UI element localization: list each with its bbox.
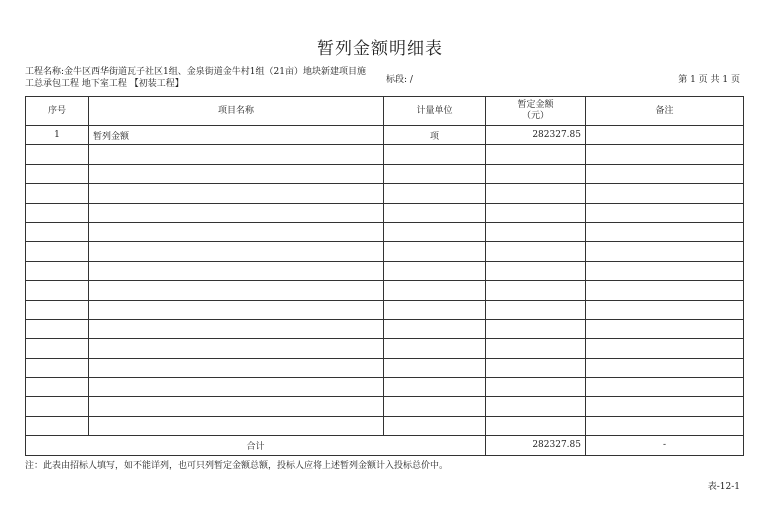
- cell-seq: 1: [26, 126, 89, 145]
- empty-cell: [486, 416, 586, 435]
- empty-cell: [586, 397, 744, 416]
- empty-cell: [586, 358, 744, 377]
- empty-cell: [586, 319, 744, 338]
- empty-cell: [486, 339, 586, 358]
- empty-cell: [26, 358, 89, 377]
- page-info: 第 1 页 共 1 页: [678, 75, 740, 85]
- empty-cell: [26, 145, 89, 164]
- empty-row: [26, 378, 744, 397]
- empty-cell: [89, 261, 384, 280]
- empty-cell: [26, 281, 89, 300]
- empty-cell: [586, 300, 744, 319]
- empty-row: [26, 339, 744, 358]
- empty-cell: [384, 203, 486, 222]
- header-seq: 序号: [26, 97, 89, 126]
- empty-cell: [384, 145, 486, 164]
- empty-cell: [586, 145, 744, 164]
- empty-cell: [384, 416, 486, 435]
- section-label: 标段: /: [386, 75, 413, 85]
- empty-cell: [486, 397, 586, 416]
- empty-cell: [384, 164, 486, 183]
- total-amount: 282327.85: [486, 436, 586, 455]
- empty-cell: [486, 184, 586, 203]
- empty-row: [26, 397, 744, 416]
- empty-row: [26, 358, 744, 377]
- header-amount: 暂定金额 （元）: [486, 97, 586, 126]
- table-number: 表-12-1: [707, 482, 740, 492]
- empty-cell: [586, 281, 744, 300]
- empty-cell: [89, 203, 384, 222]
- empty-cell: [26, 261, 89, 280]
- empty-cell: [89, 242, 384, 261]
- detail-table: [25, 96, 744, 456]
- empty-cell: [26, 222, 89, 241]
- empty-cell: [26, 319, 89, 338]
- empty-row: [26, 145, 744, 164]
- empty-cell: [89, 184, 384, 203]
- empty-cell: [384, 319, 486, 338]
- empty-cell: [486, 378, 586, 397]
- empty-cell: [586, 164, 744, 183]
- header-remark: 备注: [586, 97, 744, 126]
- empty-cell: [586, 242, 744, 261]
- project-name-line2: 工总承包工程 地下室工程 【初装工程】: [25, 79, 184, 89]
- empty-cell: [586, 339, 744, 358]
- cell-remark: [586, 126, 744, 145]
- empty-row: [26, 281, 744, 300]
- empty-row: [26, 164, 744, 183]
- empty-cell: [89, 319, 384, 338]
- table-row: [26, 126, 744, 145]
- empty-cell: [89, 300, 384, 319]
- footnote: 注：此表由招标人填写，如不能详列，也可只列暂定金额总额，投标人应将上述暂列金额计入投标总价中。: [25, 461, 449, 471]
- empty-cell: [384, 242, 486, 261]
- empty-cell: [89, 416, 384, 435]
- empty-cell: [89, 222, 384, 241]
- empty-row: [26, 300, 744, 319]
- empty-row: [26, 184, 744, 203]
- empty-cell: [586, 203, 744, 222]
- empty-cell: [486, 145, 586, 164]
- empty-cell: [486, 319, 586, 338]
- empty-cell: [486, 203, 586, 222]
- empty-cell: [384, 222, 486, 241]
- empty-cell: [486, 261, 586, 280]
- total-label: 合计: [26, 436, 486, 455]
- cell-name: 暂列金额: [89, 126, 384, 145]
- empty-cell: [89, 378, 384, 397]
- total-row: [26, 436, 744, 455]
- empty-cell: [384, 339, 486, 358]
- empty-cell: [89, 164, 384, 183]
- empty-cell: [89, 145, 384, 164]
- empty-cell: [384, 397, 486, 416]
- project-label: 工程名称:: [25, 67, 65, 77]
- project-name-line1: 金牛区西华街道瓦子社区1组、金泉街道金牛村1组（21亩）地块新建项目施: [64, 67, 366, 77]
- empty-cell: [586, 261, 744, 280]
- total-remark: -: [586, 436, 744, 455]
- cell-amount: 282327.85: [486, 126, 586, 145]
- empty-cell: [384, 300, 486, 319]
- empty-cell: [586, 222, 744, 241]
- empty-cell: [586, 184, 744, 203]
- empty-cell: [26, 164, 89, 183]
- cell-unit: 项: [384, 126, 486, 145]
- empty-cell: [26, 203, 89, 222]
- empty-cell: [486, 300, 586, 319]
- empty-cell: [89, 358, 384, 377]
- empty-cell: [89, 397, 384, 416]
- empty-cell: [486, 222, 586, 241]
- table-body: [26, 126, 744, 436]
- empty-cell: [486, 358, 586, 377]
- empty-row: [26, 222, 744, 241]
- empty-cell: [89, 281, 384, 300]
- empty-cell: [26, 378, 89, 397]
- empty-cell: [26, 339, 89, 358]
- empty-cell: [26, 184, 89, 203]
- project-name: [25, 66, 383, 90]
- header-name: 项目名称: [89, 97, 384, 126]
- empty-cell: [26, 300, 89, 319]
- empty-row: [26, 203, 744, 222]
- empty-cell: [384, 358, 486, 377]
- empty-cell: [384, 184, 486, 203]
- empty-cell: [586, 416, 744, 435]
- table-header-row: [26, 97, 744, 126]
- empty-cell: [384, 281, 486, 300]
- empty-row: [26, 319, 744, 338]
- empty-cell: [26, 397, 89, 416]
- empty-cell: [384, 261, 486, 280]
- empty-cell: [384, 378, 486, 397]
- header-unit: 计量单位: [384, 97, 486, 126]
- empty-cell: [89, 339, 384, 358]
- empty-cell: [26, 242, 89, 261]
- empty-cell: [486, 242, 586, 261]
- empty-cell: [26, 416, 89, 435]
- empty-row: [26, 242, 744, 261]
- empty-row: [26, 416, 744, 435]
- empty-row: [26, 261, 744, 280]
- empty-cell: [486, 164, 586, 183]
- empty-cell: [486, 281, 586, 300]
- empty-cell: [586, 378, 744, 397]
- page-title: 暂列金额明细表: [317, 39, 443, 59]
